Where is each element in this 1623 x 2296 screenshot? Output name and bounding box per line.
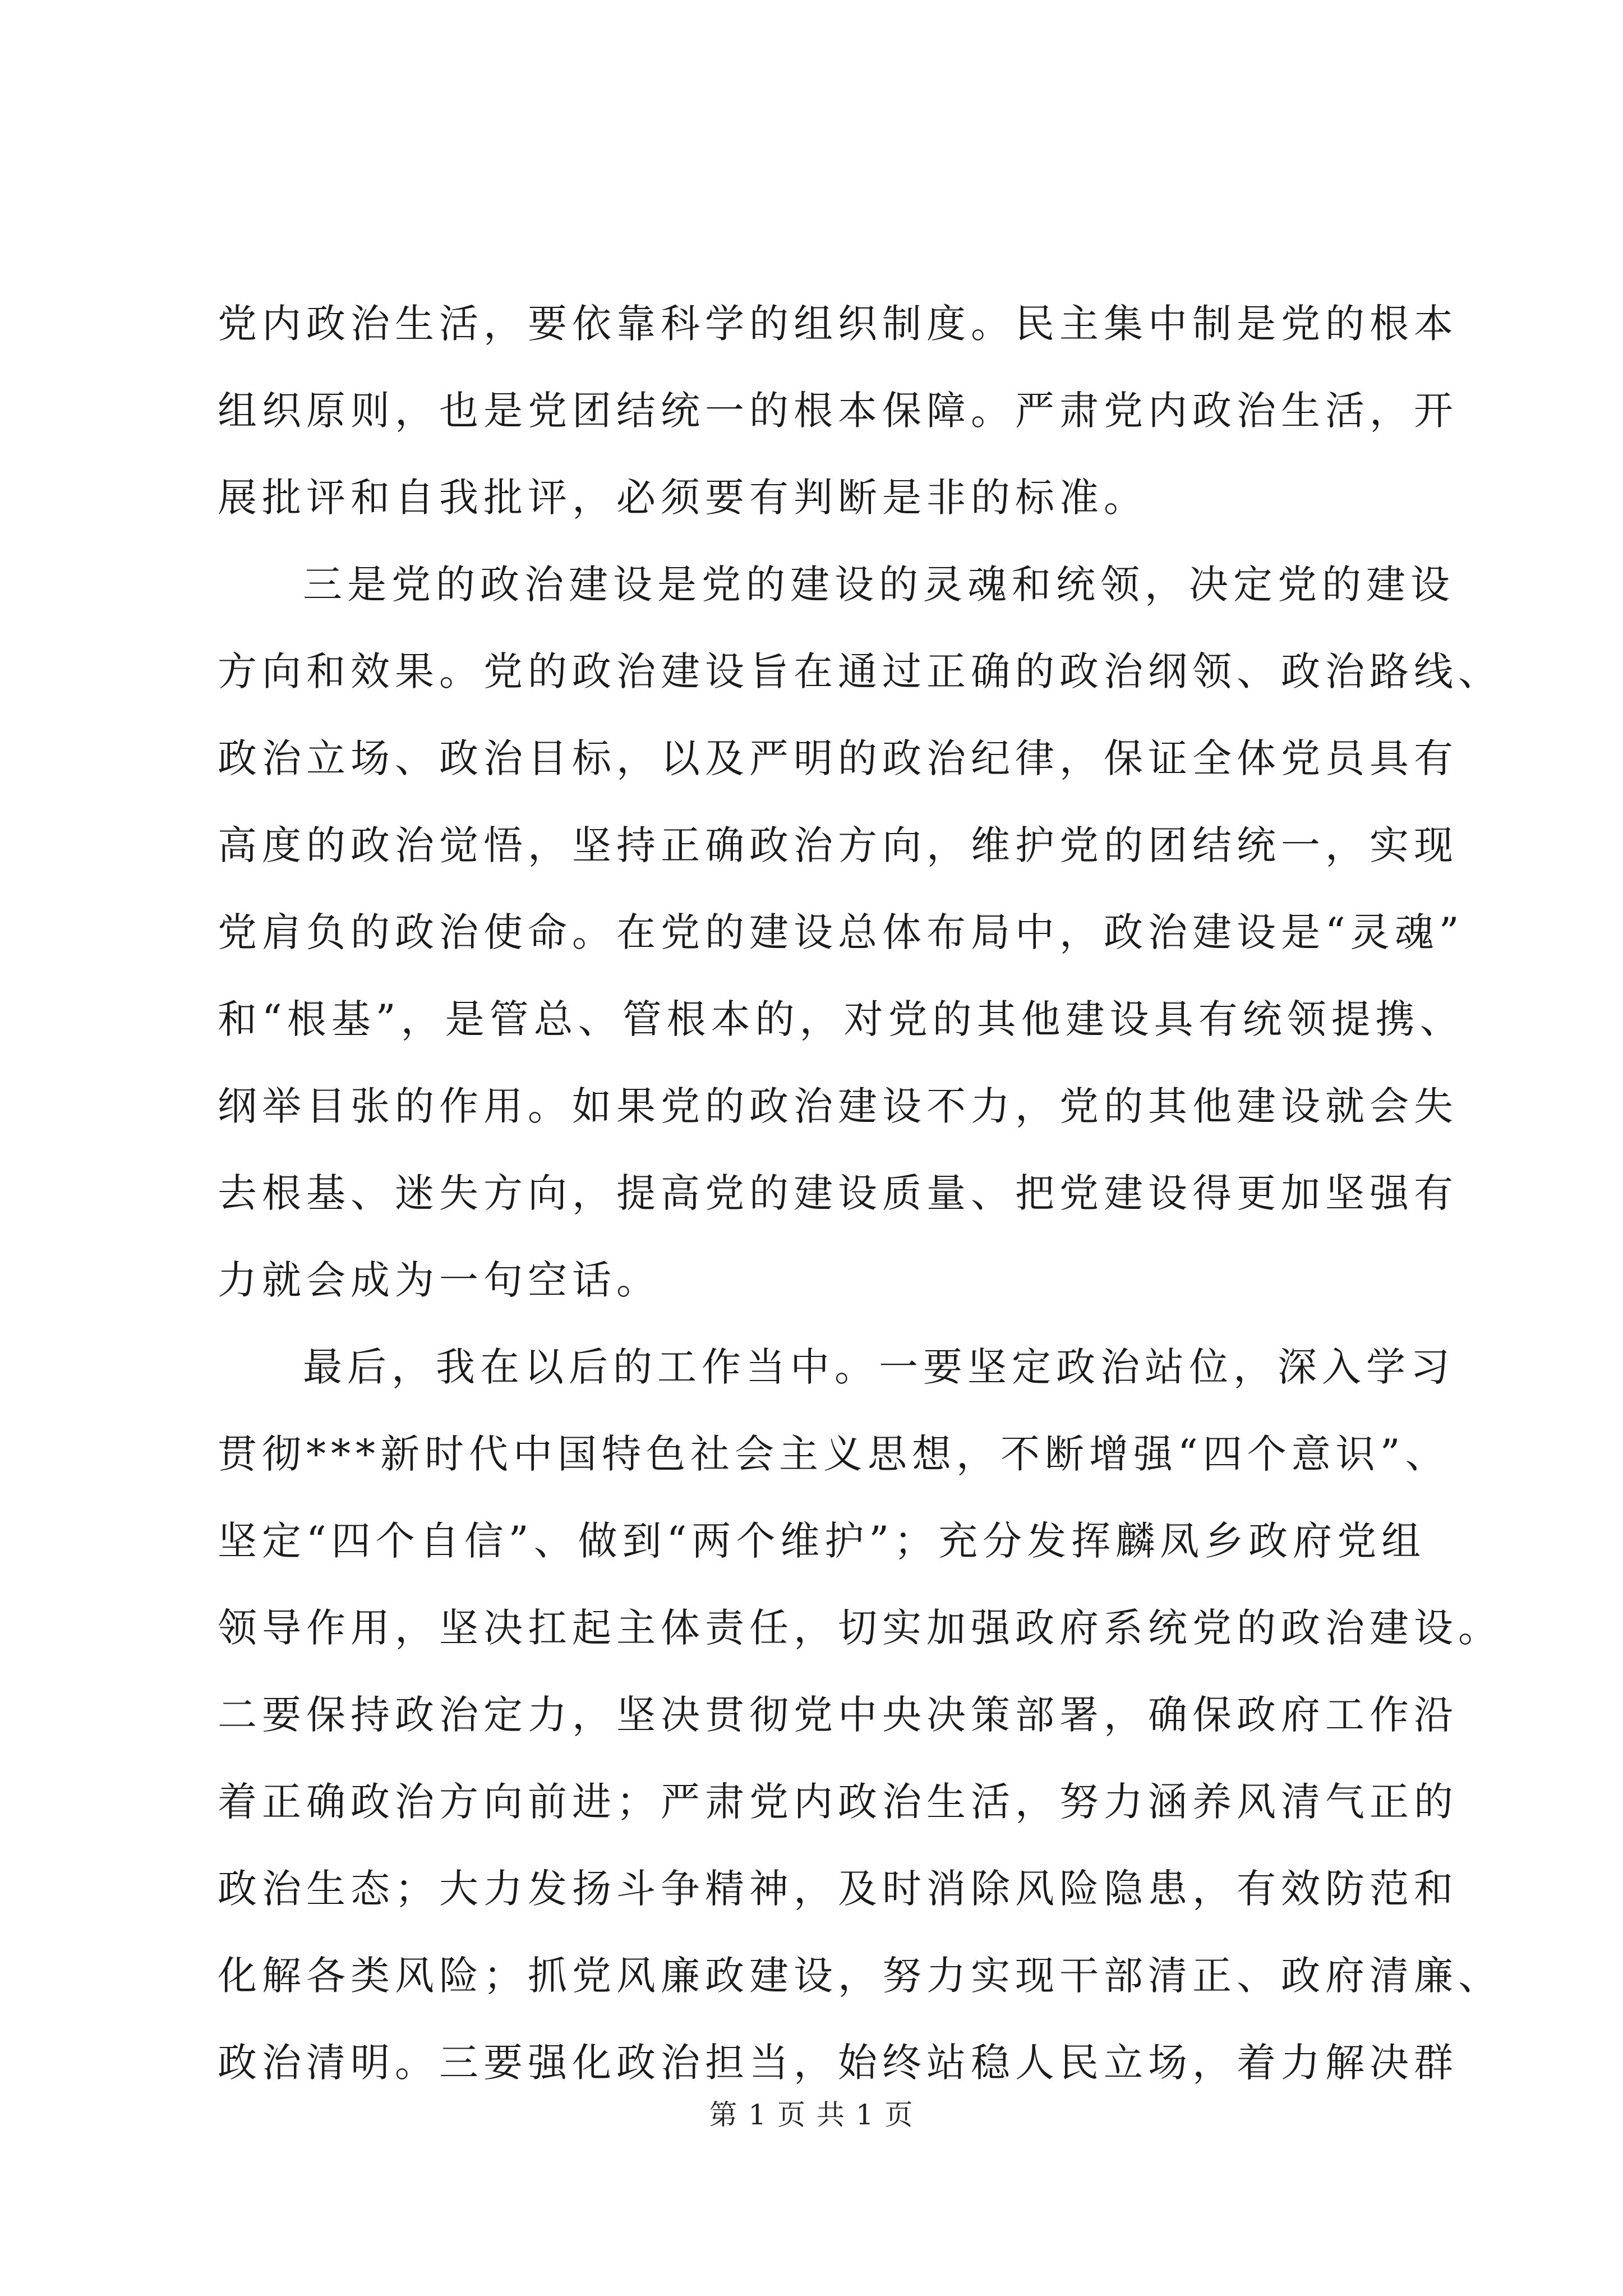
text-line: 二要保持政治定力，坚决贯彻党中央决策部署，确保政府工作沿: [218, 1692, 1458, 1738]
text-line: 政治生态；大力发扬斗争精神，及时消除风险隐患，有效防范和: [218, 1866, 1458, 1912]
text-line: 领导作用，坚决扛起主体责任，切实加强政府系统党的政治建设。: [218, 1605, 1502, 1651]
text-line: 政治立场、政治目标，以及严明的政治纪律，保证全体党员具有: [218, 735, 1458, 781]
text-line: 化解各类风险；抓党风廉政建设，努力实现干部清正、政府清廉、: [218, 1953, 1502, 1999]
text-line: 党内政治生活，要依靠科学的组织制度。民主集中制是党的根本: [218, 301, 1458, 347]
text-line: 高度的政治觉悟，坚持正确政治方向，维护党的团结统一，实现: [218, 822, 1458, 868]
text-line: 着正确政治方向前进；严肃党内政治生活，努力涵养风清气正的: [218, 1779, 1458, 1825]
text-line: 展批评和自我批评，必须要有判断是非的标准。: [218, 475, 1148, 521]
text-line: 组织原则，也是党团结统一的根本保障。严肃党内政治生活，开: [218, 388, 1458, 434]
text-line: 党肩负的政治使命。在党的建设总体布局中，政治建设是“灵魂”: [218, 909, 1464, 955]
text-line: 纲举目张的作用。如果党的政治建设不力，党的其他建设就会失: [218, 1083, 1458, 1129]
paragraph-start-line: 最后，我在以后的工作当中。一要坚定政治站位，深入学习: [303, 1344, 1455, 1390]
text-line: 去根基、迷失方向，提高党的建设质量、把党建设得更加坚强有: [218, 1170, 1458, 1216]
text-line: 方向和效果。党的政治建设旨在通过正确的政治纲领、政治路线、: [218, 648, 1502, 694]
text-line: 力就会成为一句空话。: [218, 1257, 661, 1303]
text-line: 坚定“四个自信”、做到“两个维护”；充分发挥麟凤乡政府党组: [218, 1518, 1426, 1564]
text-line: 和“根基”，是管总、管根本的，对党的其他建设具有统领提携、: [218, 996, 1464, 1042]
page-footer: 第 1 页 共 1 页: [709, 2099, 914, 2131]
text-line: 政治清明。三要强化政治担当，始终站稳人民立场，着力解决群: [218, 2040, 1458, 2086]
paragraph-start-line: 三是党的政治建设是党的建设的灵魂和统领，决定党的建设: [303, 562, 1455, 608]
text-line: 贯彻***新时代中国特色社会主义思想，不断增强“四个意识”、: [218, 1431, 1450, 1477]
